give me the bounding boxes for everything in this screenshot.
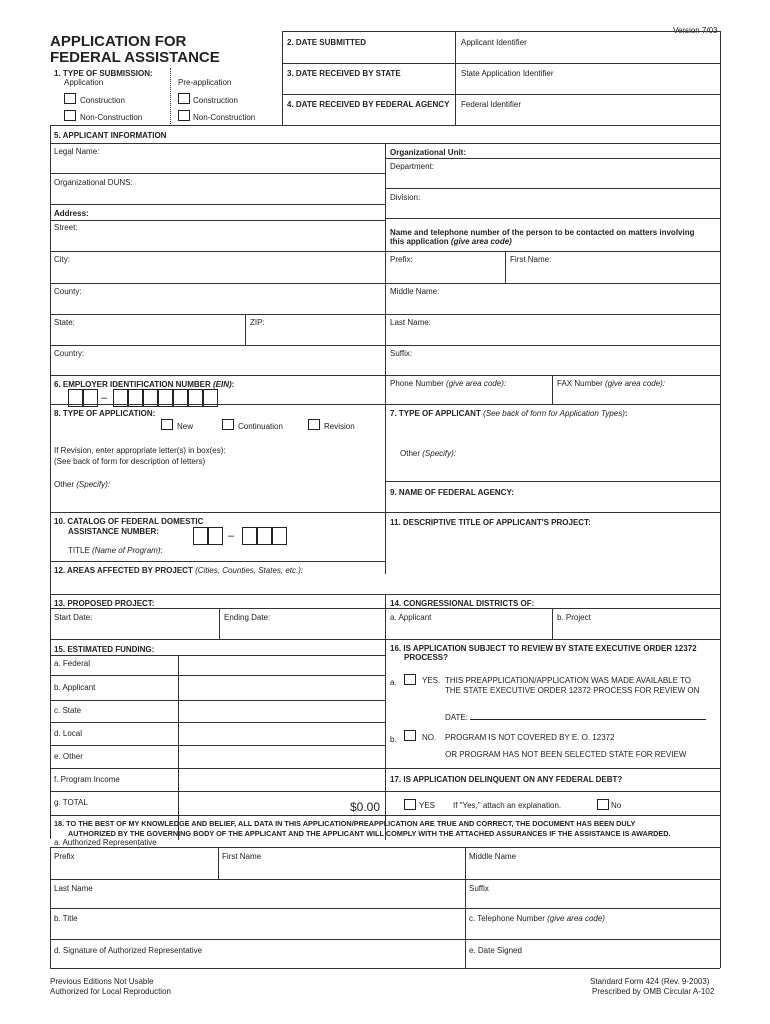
preapplication-label: Pre-application xyxy=(178,78,232,87)
preapp-nonconstruction-label: Non-Construction xyxy=(193,113,256,122)
rep-last-name-label: Last Name xyxy=(54,884,93,893)
debt-explain-label: If "Yes," attach an explanation. xyxy=(453,801,562,810)
street-label: Street: xyxy=(54,223,78,232)
funding-row-applicant: b. Applicant xyxy=(54,683,96,692)
eo-no-text-1: PROGRAM IS NOT COVERED BY E. O. 12372 xyxy=(445,733,615,742)
cfda-label-line1: 10. CATALOG OF FEDERAL DOMESTIC xyxy=(54,517,204,526)
revision-label: Revision xyxy=(324,422,355,431)
rep-date-signed-label: e. Date Signed xyxy=(469,946,522,955)
certification-line2: AUTHORIZED BY THE GOVERNING BODY OF THE APPLICANT AND THE APPLICANT WILL COMPLY WITH THE ATTACHED ASSURANCES IF THE ASSISTANCE IS AWARDED. xyxy=(68,829,671,838)
debt-no-checkbox[interactable] xyxy=(597,799,609,810)
cfda-digit-box[interactable] xyxy=(257,527,272,545)
cfda-dash: – xyxy=(228,530,235,542)
funding-row-state: c. State xyxy=(54,706,82,715)
cfda-digit-box[interactable] xyxy=(208,527,223,545)
app-nonconstruction-label: Non-Construction xyxy=(80,113,143,122)
preapp-construction-label: Construction xyxy=(193,96,238,105)
eo-option-a: a. xyxy=(390,678,397,687)
applicant-type-other-label: Other (Specify): xyxy=(400,449,457,458)
eo-no-text-2: OR PROGRAM HAS NOT BEEN SELECTED STATE FOR REVIEW xyxy=(445,750,687,759)
county-label: County: xyxy=(54,287,82,296)
cfda-digit-box[interactable] xyxy=(193,527,208,545)
cfda-digit-box[interactable] xyxy=(242,527,257,545)
areas-affected-label: 12. AREAS AFFECTED BY PROJECT (Cities, Counties, States, etc.): xyxy=(54,566,304,575)
footer-left-1: Previous Editions Not Usable xyxy=(50,977,154,986)
address-label: Address: xyxy=(54,209,89,218)
cfda-label-line2: ASSISTANCE NUMBER: xyxy=(68,527,159,536)
funding-row-other: e. Other xyxy=(54,752,83,761)
ein-label: 6. EMPLOYER IDENTIFICATION NUMBER (EIN): xyxy=(54,380,235,389)
funding-row-local: d. Local xyxy=(54,729,83,738)
eo-option-b: b. xyxy=(390,735,397,744)
cfda-title-label: TITLE (Name of Program): xyxy=(68,546,163,555)
city-label: City: xyxy=(54,255,70,264)
authorized-rep-label: a. Authorized Representative xyxy=(54,838,157,847)
contact-prefix-label: Prefix: xyxy=(390,255,413,264)
continuation-label: Continuation xyxy=(238,422,283,431)
legal-name-label: Legal Name: xyxy=(54,147,100,156)
submission-type-label: 1. TYPE OF SUBMISSION: xyxy=(54,69,153,78)
version-label: Version 7/03 xyxy=(673,26,718,35)
contact-line2: this application (give area code) xyxy=(390,237,512,246)
federal-identifier-label: Federal Identifier xyxy=(461,100,522,109)
eo-yes-label: YES. xyxy=(422,676,441,685)
state-label: State: xyxy=(54,318,75,327)
eo-no-checkbox[interactable] xyxy=(404,730,416,741)
app-type-label: 8. TYPE OF APPLICATION: xyxy=(54,409,156,418)
revision-checkbox[interactable] xyxy=(308,419,320,430)
district-project-label: b. Project xyxy=(557,613,591,622)
end-date-label: Ending Date: xyxy=(224,613,271,622)
cfda-digit-box[interactable] xyxy=(272,527,287,545)
continuation-checkbox[interactable] xyxy=(222,419,234,430)
preapp-nonconstruction-checkbox[interactable] xyxy=(178,110,190,121)
ein-dash: – xyxy=(101,392,108,404)
date-submitted-label: 2. DATE SUBMITTED xyxy=(287,38,366,47)
start-date-label: Start Date: xyxy=(54,613,93,622)
eo12372-label-line1: 16. IS APPLICATION SUBJECT TO REVIEW BY STATE EXECUTIVE ORDER 12372 xyxy=(390,644,697,653)
date-received-agency-label: 4. DATE RECEIVED BY FEDERAL AGENCY xyxy=(287,100,450,109)
estimated-funding-label: 15. ESTIMATED FUNDING: xyxy=(54,645,155,654)
state-app-identifier-label: State Application Identifier xyxy=(461,69,554,78)
form-title-line2: FEDERAL ASSISTANCE xyxy=(50,49,220,66)
rep-prefix-label: Prefix xyxy=(54,852,75,861)
federal-agency-label: 9. NAME OF FEDERAL AGENCY: xyxy=(390,488,514,497)
application-label: Application xyxy=(64,78,104,87)
zip-label: ZIP: xyxy=(250,318,265,327)
app-nonconstruction-checkbox[interactable] xyxy=(64,110,76,121)
revision-instruction-2: (See back of form for description of letters) xyxy=(54,457,206,466)
eo-yes-text-1: THIS PREAPPLICATION/APPLICATION WAS MADE AVAILABLE TO xyxy=(445,676,691,685)
phone-label: Phone Number (give area code): xyxy=(390,379,507,388)
rep-first-name-label: First Name xyxy=(222,852,262,861)
rep-signature-label: d. Signature of Authorized Representative xyxy=(54,946,203,955)
rep-phone-label: c. Telephone Number (give area code) xyxy=(469,914,605,923)
congressional-districts-label: 14. CONGRESSIONAL DISTRICTS OF: xyxy=(390,599,535,608)
fax-label: FAX Number (give area code): xyxy=(557,379,666,388)
rep-suffix-label: Suffix xyxy=(469,884,489,893)
eo12372-label-line2: PROCESS? xyxy=(404,653,449,662)
contact-middle-name-label: Middle Name: xyxy=(390,287,440,296)
debt-no-label: No xyxy=(611,801,622,810)
certification-line1: 18. TO THE BEST OF MY KNOWLEDGE AND BELIEF, ALL DATA IN THIS APPLICATION/PREAPPLICATION ARE TRUE AND CORRECT, THE DOCUMENT HAS BEEN DULY xyxy=(54,819,636,828)
applicant-info-header: 5. APPLICANT INFORMATION xyxy=(54,131,167,140)
eo-date-label: DATE: xyxy=(445,713,468,722)
rep-title-label: b. Title xyxy=(54,914,78,923)
funding-row-federal: a. Federal xyxy=(54,659,91,668)
date-received-state-label: 3. DATE RECEIVED BY STATE xyxy=(287,69,401,78)
contact-first-name-label: First Name: xyxy=(510,255,552,264)
eo-no-label: NO. xyxy=(422,733,437,742)
footer-left-2: Authorized for Local Reproduction xyxy=(50,987,171,996)
division-label: Division: xyxy=(390,193,421,202)
funding-row-program-income: f. Program Income xyxy=(54,775,120,784)
country-label: Country: xyxy=(54,349,85,358)
preapp-construction-checkbox[interactable] xyxy=(178,93,190,104)
duns-label: Organizational DUNS: xyxy=(54,178,133,187)
contact-last-name-label: Last Name: xyxy=(390,318,431,327)
debt-yes-label: YES xyxy=(419,801,436,810)
app-construction-checkbox[interactable] xyxy=(64,93,76,104)
district-applicant-label: a. Applicant xyxy=(390,613,432,622)
funding-row-total: g. TOTAL xyxy=(54,798,88,807)
eo-date-line[interactable] xyxy=(470,719,706,720)
new-label: New xyxy=(177,422,194,431)
applicant-type-label: 7. TYPE OF APPLICANT (See back of form for Application Types): xyxy=(390,409,628,418)
delinquent-debt-label: 17. IS APPLICATION DELINQUENT ON ANY FEDERAL DEBT? xyxy=(390,775,623,784)
eo-yes-text-2: THE STATE EXECUTIVE ORDER 12372 PROCESS FOR REVIEW ON xyxy=(445,686,700,695)
revision-instruction-1: If Revision, enter appropriate letter(s) in box(es): xyxy=(54,446,226,455)
org-unit-label: Organizational Unit: xyxy=(390,148,466,157)
app-construction-label: Construction xyxy=(80,96,125,105)
footer-right-2: Prescribed by OMB Circular A-102 xyxy=(592,987,715,996)
contact-suffix-label: Suffix: xyxy=(390,349,413,358)
app-type-other-label: Other (Specify): xyxy=(54,480,111,489)
rep-middle-name-label: Middle Name xyxy=(469,852,517,861)
footer-right-1: Standard Form 424 (Rev. 9-2003) xyxy=(590,977,710,986)
debt-yes-checkbox[interactable] xyxy=(404,799,416,810)
proposed-project-label: 13. PROPOSED PROJECT: xyxy=(54,599,155,608)
new-checkbox[interactable] xyxy=(161,419,173,430)
funding-total-value: $0.00 xyxy=(350,800,381,814)
applicant-identifier-label: Applicant Identifier xyxy=(461,38,527,47)
eo-yes-checkbox[interactable] xyxy=(404,674,416,685)
contact-line1: Name and telephone number of the person to be contacted on matters involving xyxy=(390,228,695,237)
form-title-line1: APPLICATION FOR xyxy=(50,33,187,50)
project-title-label: 11. DESCRIPTIVE TITLE OF APPLICANT'S PROJECT: xyxy=(390,518,591,527)
department-label: Department: xyxy=(390,162,435,171)
